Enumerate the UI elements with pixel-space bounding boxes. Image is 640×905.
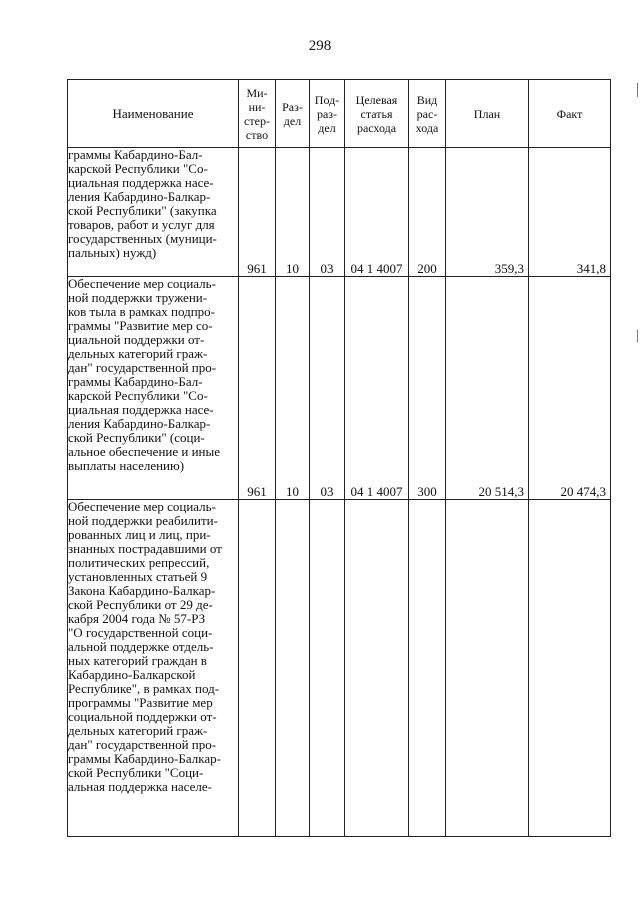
cell-target-item: 04 1 4007	[345, 148, 409, 277]
header-target-line: статья	[360, 106, 393, 121]
header-ministry-line: стер-	[244, 113, 270, 128]
row-name-line: знанных пострадавшими от	[68, 541, 222, 556]
cell-fact	[529, 500, 611, 837]
cell-ministry	[239, 500, 276, 837]
cell-target-item: 04 1 4007	[345, 277, 409, 500]
row-name-line: альное обеспечение и иные	[68, 444, 221, 459]
row-name-line: карской Республики "Со-	[68, 388, 208, 403]
header-target-item	[345, 80, 409, 148]
cell-expense-type: 300	[409, 277, 446, 500]
row-name-line: циальная поддержка насе-	[68, 175, 214, 190]
header-ministry-line: ство	[245, 127, 269, 142]
row-name-line: кабря 2004 года № 57-РЗ	[68, 611, 206, 626]
row-name-line: ков тыла в рамках подпро-	[68, 304, 215, 319]
header-type-line: Вид	[416, 92, 438, 107]
cell-section	[276, 500, 310, 837]
row-name-line: государственных (муници-	[68, 231, 217, 246]
table-header-row	[68, 80, 611, 148]
header-subsection-line: дел	[318, 120, 336, 135]
row-name-line: граммы Кабардино-Бал-	[68, 374, 203, 389]
row-name-line: Республике", в рамках под-	[68, 681, 220, 696]
row-name-line: программы "Развитие мер	[68, 695, 213, 710]
header-target-line: расхода	[356, 120, 397, 135]
cell-subsection	[310, 500, 345, 837]
row-name-line: пальных) нужд)	[68, 245, 157, 260]
row-name-line: ской Республики от 29 де-	[68, 597, 213, 612]
row-name-line: Обеспечение мер социаль-	[68, 276, 216, 291]
header-fact: Факт	[529, 80, 611, 148]
row-name-line: граммы "Развитие мер со-	[68, 318, 213, 333]
header-name: Наименование	[68, 80, 239, 148]
header-section-line: Раз-	[282, 99, 303, 114]
row-name-cell	[68, 277, 239, 500]
header-ministry-line: ни-	[248, 99, 266, 114]
row-name-line: Кабардино-Балкарской	[68, 667, 196, 682]
page-number: 298	[308, 38, 332, 54]
header-ministry	[239, 80, 276, 148]
cell-expense-type	[409, 500, 446, 837]
cell-plan: 359,3	[446, 148, 529, 277]
row-name-line: товаров, работ и услуг для	[68, 217, 215, 232]
header-expense-type	[409, 80, 446, 148]
row-name-line: карской Республики "Со-	[68, 161, 208, 176]
table-row	[68, 500, 611, 837]
row-name-line: "О государственной соци-	[68, 625, 213, 640]
row-name-line: граммы Кабардино-Балкар-	[68, 751, 221, 766]
cell-subsection: 03	[310, 277, 345, 500]
row-name-line: политических репрессий,	[68, 555, 210, 570]
header-subsection-line: раз-	[316, 106, 338, 121]
header-section	[276, 80, 310, 148]
cell-ministry: 961	[239, 277, 276, 500]
header-ministry-line: Ми-	[246, 85, 268, 100]
row-name-line: ления Кабардино-Балкар-	[68, 189, 211, 204]
cell-fact: 341,8	[529, 148, 611, 277]
cell-plan	[446, 500, 529, 837]
budget-table	[67, 79, 611, 837]
cell-ministry: 961	[239, 148, 276, 277]
row-name-line: социальной поддержки от-	[68, 709, 217, 724]
cell-target-item	[345, 500, 409, 837]
row-name-line: Обеспечение мер социаль-	[68, 499, 216, 514]
header-type-line: рас-	[416, 106, 438, 121]
scan-edge-mark	[637, 83, 638, 97]
row-name-line: ных категорий граждан в	[68, 653, 207, 668]
cell-section: 10	[276, 148, 310, 277]
cell-fact: 20 474,3	[529, 277, 611, 500]
row-name-line: выплаты населению)	[68, 458, 185, 473]
row-name-line: ской Республики" (закупка	[68, 203, 217, 218]
row-name-line: циальная поддержка насе-	[68, 402, 214, 417]
row-name-line: альной поддержке отдель-	[68, 639, 214, 654]
row-name-line: ской Республики" (соци-	[68, 430, 205, 445]
scan-edge-mark	[637, 330, 638, 342]
row-name-line: дан" государственной про-	[68, 360, 217, 375]
row-name-line: дельных категорий граж-	[68, 723, 208, 738]
header-subsection	[310, 80, 345, 148]
row-name-line: ной поддержки тружени-	[68, 290, 208, 305]
row-name-cell	[68, 148, 239, 277]
row-name-line: дан" государственной про-	[68, 737, 217, 752]
cell-section: 10	[276, 277, 310, 500]
header-plan: План	[446, 80, 529, 148]
table-row	[68, 277, 611, 500]
header-target-line: Целевая	[355, 92, 398, 107]
row-name-line: альная поддержка населе-	[68, 779, 212, 794]
cell-expense-type: 200	[409, 148, 446, 277]
row-name-line: установленных статьей 9	[68, 569, 208, 584]
row-name-line: Закона Кабардино-Балкар-	[68, 583, 216, 598]
row-name-line: ления Кабардино-Балкар-	[68, 416, 211, 431]
row-name-line: дельных категорий граж-	[68, 346, 208, 361]
row-name-line: циальной поддержки от-	[68, 332, 205, 347]
header-type-line: хода	[415, 120, 439, 135]
cell-subsection: 03	[310, 148, 345, 277]
row-name-line: граммы Кабардино-Бал-	[68, 147, 203, 162]
table-row	[68, 148, 611, 277]
header-section-line: дел	[283, 113, 302, 128]
row-name-cell	[68, 500, 239, 837]
row-name-line: рованных лиц и лиц, при-	[68, 527, 211, 542]
cell-plan: 20 514,3	[446, 277, 529, 500]
row-name-line: ной поддержки реабилити-	[68, 513, 218, 528]
header-subsection-line: Под-	[314, 92, 340, 107]
row-name-line: ской Республики "Соци-	[68, 765, 204, 780]
